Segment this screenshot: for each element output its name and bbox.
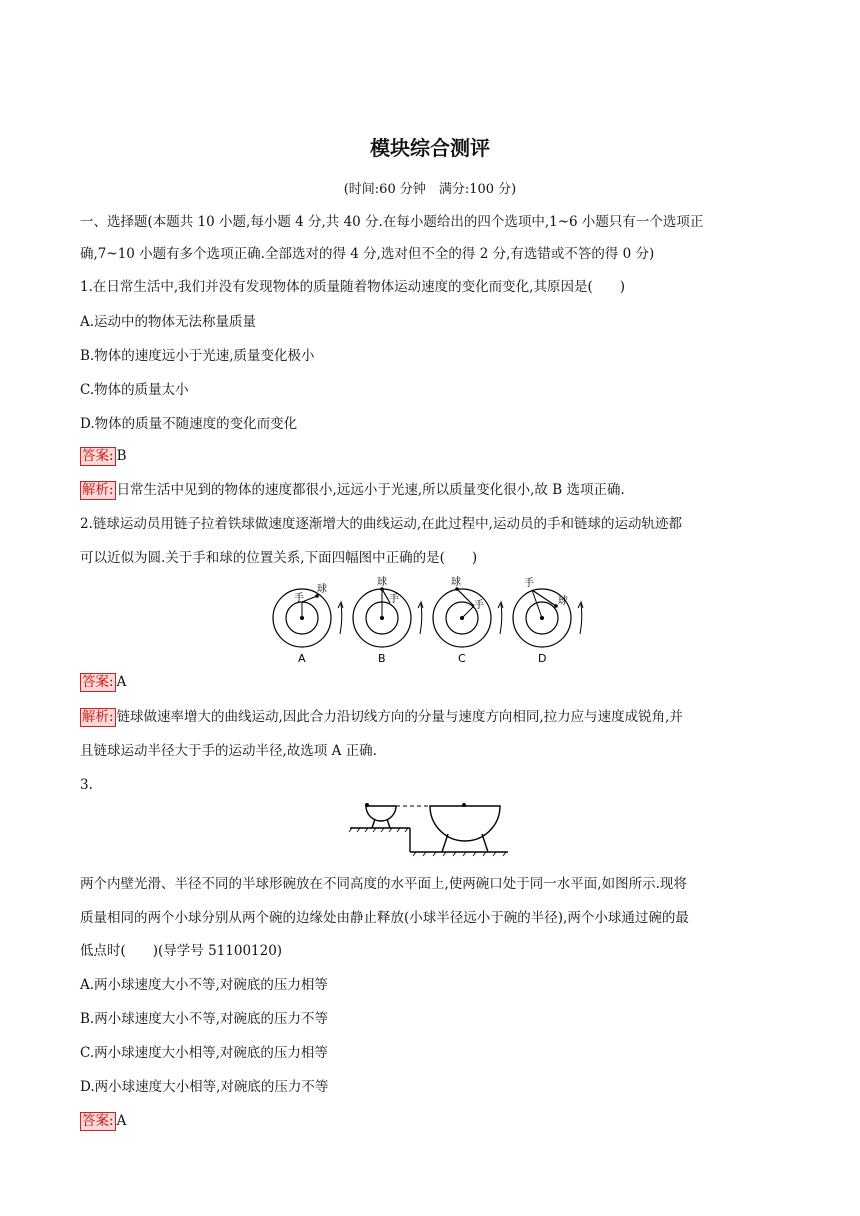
figure-letter-a: A: [298, 652, 306, 665]
q3-option-d: D.两小球速度大小相等,对碗底的压力不等: [80, 1079, 329, 1095]
ball-label: 球: [377, 577, 387, 588]
exam-info: (时间:60 分钟 满分:100 分): [343, 182, 517, 197]
figure-letter-d: D: [538, 652, 547, 665]
answer-value: B: [116, 448, 127, 464]
figure-letter-b: B: [378, 652, 386, 665]
q3-answer: [80, 1111, 780, 1131]
hand-label: 手: [294, 593, 304, 604]
ball-label: 球: [558, 596, 568, 607]
ball-label: 球: [451, 577, 461, 588]
hand-label: 手: [524, 578, 534, 589]
analysis-text: 日常生活中见到的物体的速度都很小,远远小于光速,所以质量变化很小,故 B 选项正确.: [116, 482, 625, 498]
q3-option-b: B.两小球速度大小不等,对碗底的压力不等: [80, 1011, 329, 1027]
q1-option-b: B.物体的速度远小于光速,质量变化极小: [80, 348, 315, 364]
q3-option-c: C.两小球速度大小相等,对碗底的压力相等: [80, 1045, 328, 1061]
ball-label: 球: [317, 584, 327, 595]
q2-stem-line-1: 2.链球运动员用链子拉着铁球做速度逐渐增大的曲线运动,在此过程中,运动员的手和链球的运动轨迹都: [80, 516, 682, 532]
q2-stem-line-2: 可以近似为圆.关于手和球的位置关系,下面四幅图中正确的是( ): [80, 550, 478, 566]
q2-answer: [80, 672, 780, 692]
q1-option-a: A.运动中的物体无法称量质量: [80, 314, 257, 330]
figure-c: [433, 575, 503, 665]
q3-stem-line-1: 两个内壁光滑、半径不同的半球形碗放在不同高度的水平面上,使两碗口处于同一水平面,如图所示.现将: [80, 876, 687, 892]
q1-answer: [80, 446, 780, 466]
figure-letter-c: C: [458, 652, 466, 665]
q1-analysis: [80, 480, 780, 500]
section-instructions-line-2: 确,7~10 小题有多个选项正确.全部选对的得 4 分,选对但不全的得 2 分,有选错或不答的得 0 分): [80, 246, 655, 262]
hand-label: 手: [474, 600, 484, 611]
figure-a: [273, 582, 343, 665]
q2-analysis-line-2: 且链球运动半径大于手的运动半径,故选项 A 正确.: [80, 743, 377, 759]
figure-b: [353, 575, 423, 665]
analysis-label: 解析:: [82, 482, 114, 498]
q1-option-d: D.物体的质量不随速度的变化而变化: [80, 416, 298, 432]
figure-d: [513, 577, 583, 665]
answer-label: 答案:: [82, 448, 114, 464]
q3-bowls-figure: [348, 800, 513, 860]
hand-label: 手: [389, 594, 399, 605]
q1-option-c: C.物体的质量太小: [80, 382, 189, 398]
q3-stem-line-2: 质量相同的两个小球分别从两个碗的边缘处由静止释放(小球半径远小于碗的半径),两个小球通过碗的最: [80, 910, 689, 926]
q2-figure: [268, 574, 608, 666]
answer-value: A: [116, 1113, 127, 1129]
answer-value: A: [116, 674, 127, 690]
q3-option-a: A.两小球速度大小不等,对碗底的压力相等: [80, 977, 328, 993]
section-instructions-line-1: 一、选择题(本题共 10 小题,每小题 4 分,共 40 分.在每小题给出的四个选项中,1~6 小题只有一个选项正: [80, 214, 704, 230]
answer-label: 答案:: [82, 674, 114, 690]
analysis-label: 解析:: [82, 709, 114, 725]
analysis-text: 链球做速率增大的曲线运动,因此合力沿切线方向的分量与速度方向相同,拉力应与速度成锐角,并: [116, 709, 683, 725]
q3-stem-line-3: 低点时( )(导学号 51100120): [80, 943, 283, 959]
q3-number: 3.: [80, 777, 93, 793]
q2-analysis-line-1: [80, 707, 780, 727]
q1-stem: 1.在日常生活中,我们并没有发现物体的质量随着物体运动速度的变化而变化,其原因是( ): [80, 279, 625, 295]
page-title: 模块综合测评: [370, 136, 490, 160]
answer-label: 答案:: [82, 1113, 114, 1129]
